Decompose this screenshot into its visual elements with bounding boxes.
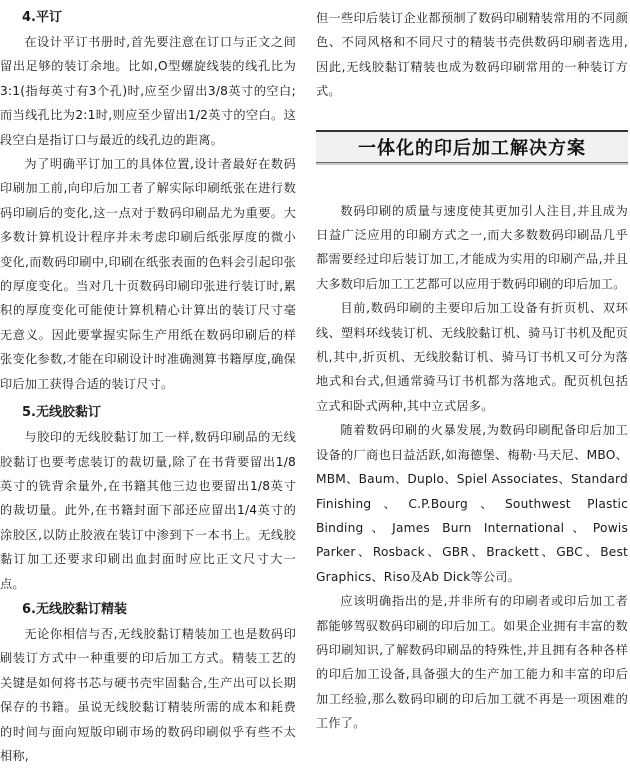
continued-paragraph: 但一些印后装订企业都预制了数码印刷精装常用的不同颜色、不同风格和不同尺寸的精装书壳供数码印刷者选用,因此,无线胶黏订精装也成为数码印刷常用的一种装订方式。 bbox=[316, 11, 628, 99]
section-heading-perfect-binding: 5.无线胶黏订 bbox=[22, 405, 101, 421]
section-banner bbox=[316, 130, 628, 163]
paragraph: 目前,数码印刷的主要印后加工设备有折页机、双环线、塑料环线装订机、无线胶黏订机、骑马订书机及配页机,其中,折页机、无线胶黏订机、骑马订书机又可分为落地式和台式,但通常骑马订书机都为落地式。配页机包括立式和卧式两种,其中立式居多。 bbox=[316, 301, 628, 413]
paragraph: 无论你相信与否,无线胶黏订精装加工也是数码印刷装订方式中一种重要的印后加工方式。精装工艺的关键是如何将书芯与硬书壳牢固黏合,生产出可以长期保存的书籍。虽说无线胶黏订精装所需的成本和耗费的时间与面向短版印刷市场的数码印刷似乎有些不太相称, bbox=[0, 626, 296, 763]
paragraph: 为了明确平订加工的具体位置,设计者最好在数码印刷加工前,向印后加工者了解实际印刷纸张在进行数码印刷后的变化,这一点对于数码印刷品尤为重要。大多数计算机设计程序并未考虑印刷后纸张厚度的微小变化,而数码印刷中,印刷在纸张表面的色料会引起印张的厚度变化。当对几十页数码印刷印张进行装订时,累积的厚度变化可能使计算机精心计算出的装订尺寸毫无意义。因此要掌握实际生产用纸在数码印刷后的样张变化参数,才能在印刷设计时准确测算书籍厚度,确保印后加工获得合适的装订尺寸。 bbox=[0, 157, 296, 391]
left-column bbox=[0, 0, 296, 768]
paragraph: 应该明确指出的是,并非所有的印刷者或印后加工者都能够驾驭数码印刷的印后加工。如果企业拥有丰富的数码印刷知识,了解数码印刷品的特殊性,并且拥有各种各样的印后加工设备,具备强大的生产加工能力和丰富的印后加工经验,那么数码印刷的印后加工就不再是一项困难的工作了。 bbox=[316, 594, 628, 731]
paragraph: 数码印刷的质量与速度使其更加引人注目,并且成为日益广泛应用的印刷方式之一,而大多数数码印刷品几乎都需要经过印后装订加工,才能成为实用的印刷产品,并且大多数印后加工工艺都可以应用于数码印刷的印后加工。 bbox=[316, 203, 628, 291]
right-column bbox=[316, 0, 628, 736]
paragraph: 与胶印的无线胶黏订加工一样,数码印刷品的无线胶黏订也要考虑装订的裁切量,除了在书背要留出1/8英寸的铣背余量外,在书籍其他三边也要留出1/8英寸的裁切量。此外,在书籍封面下部还应留出1/4英寸的涂胶区,以防止胶液在装订中渗到下一本书上。无线胶黏订加工还要求印刷出血封面时应比正文尺寸大一点。 bbox=[0, 430, 296, 591]
banner-title: 一体化的印后加工解决方案 bbox=[358, 137, 586, 159]
paragraph: 在设计平订书册时,首先要注意在订口与正文之间留出足够的装订余地。比如,O型螺旋线装的线孔比为3:1(指每英寸有3个孔)时,应至少留出3/8英寸的空白;而当线孔比为2:1时,则应至少留出1/2英寸的空白。这段空白是指订口与最近的线孔边的距离。 bbox=[0, 35, 296, 147]
paragraph: 随着数码印刷的火暴发展,为数码印刷配备印后加工设备的厂商也日益活跃,如海德堡、梅勒·马天尼、MBO、MBM、Baum、Duplo、Spiel Associates、Standard Finishing、C.P.Bourg、Southwest Plastic Binding、James Burn International、Powis Parker、Rosback、GBR、Brackett、GBC、Best Graphics、Riso及Ab Dick等公司。 bbox=[316, 423, 628, 584]
section-heading-flat-binding: 4.平订 bbox=[22, 10, 62, 25]
section-heading-hardcover-binding: 6.无线胶黏订精装 bbox=[22, 601, 127, 617]
